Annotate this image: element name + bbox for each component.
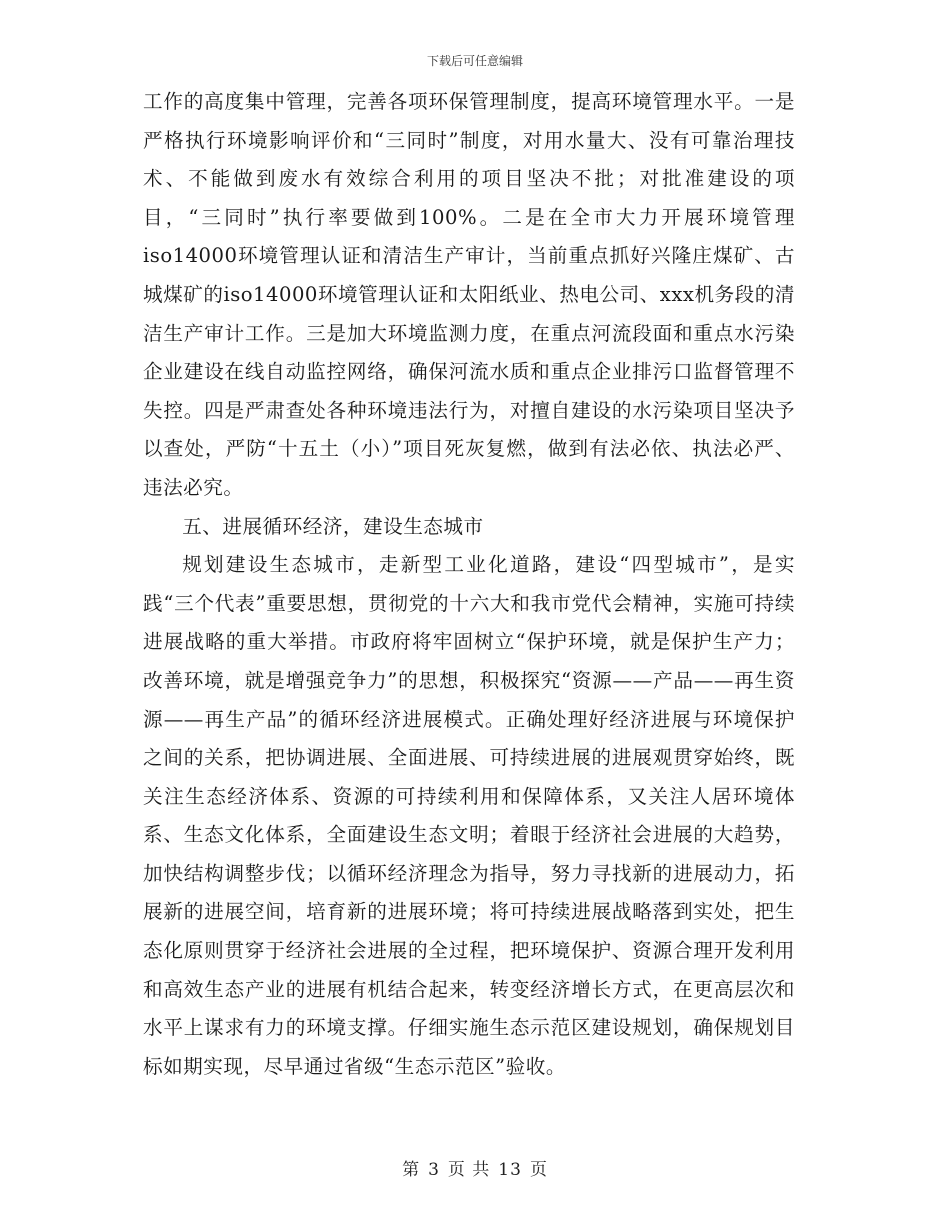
page-footer [0, 1155, 950, 1180]
footer-prefix: 第 [402, 1160, 421, 1180]
paragraph-circular-economy: 规划建设生态城市，走新型工业化道路，建设“四型城市”，是实践“三个代表”重要思想，贯彻党的十六大和我市党代会精神，实施可持续进展战略的重大举措。市政府将牢固树立“保护环境，就是保护生产力；改善环境，就是增强竞争力”的思想，积极探究“资源——产品——再生资源——再生产品”的循环经济进展模式。正确处理好经济进展与环境保护之间的关系，把协调进展、全面进展、可持续进展的进展观贯穿始终，既关注生态经济体系、资源的可持续利用和保障体系，又关注人居环境体系、生态文化体系，全面建设生态文明；着眼于经济社会进展的大趋势，加快结构调整步伐；以循环经济理念为指导，努力寻找新的进展动力，拓展新的进展空间，培育新的进展环境；将可持续进展战略落到实处，把生态化原则贯穿于经济社会进展的全过程，把环境保护、资源合理开发利用和高效生态产业的进展有机结合起来，转变经济增长方式，在更高层次和水平上谋求有力的环境支撑。仔细实施生态示范区建设规划，确保规划目标如期实现，尽早通过省级“生态示范区”验收。 [143, 553, 795, 1078]
footer-suffix: 页 [529, 1160, 548, 1180]
footer-total-pages: 13 [498, 1160, 522, 1180]
paragraph-continuation: 工作的高度集中管理，完善各项环保管理制度，提高环境管理水平。一是严格执行环境影响评价和“三同时”制度，对用水量大、没有可靠治理技术、不能做到废水有效综合利用的项目坚决不批；对批准建设的项目，“三同时”执行率要做到100%。二是在全市大力开展环境管理iso14000环境管理认证和清洁生产审计，当前重点抓好兴隆庄煤矿、古城煤矿的iso14000环境管理认证和太阳纸业、热电公司、xxx机务段的清洁生产审计工作。三是加大环境监测力度，在重点河流段面和重点水污染企业建设在线自动监控网络，确保河流水质和重点企业排污口监督管理不失控。四是严肃查处各种环境违法行为，对擅自建设的水污染项目坚决予以查处，严防“十五土（小）”项目死灰复燃，做到有法必依、执法必严、违法必究。 [143, 90, 795, 499]
document-body [143, 83, 795, 1086]
footer-page-number: 3 [428, 1160, 440, 1180]
section-heading: 五、进展循环经济，建设生态城市 [182, 514, 484, 538]
page-header: 下载后可任意编辑 [426, 54, 523, 68]
footer-middle: 页 共 [447, 1160, 491, 1180]
